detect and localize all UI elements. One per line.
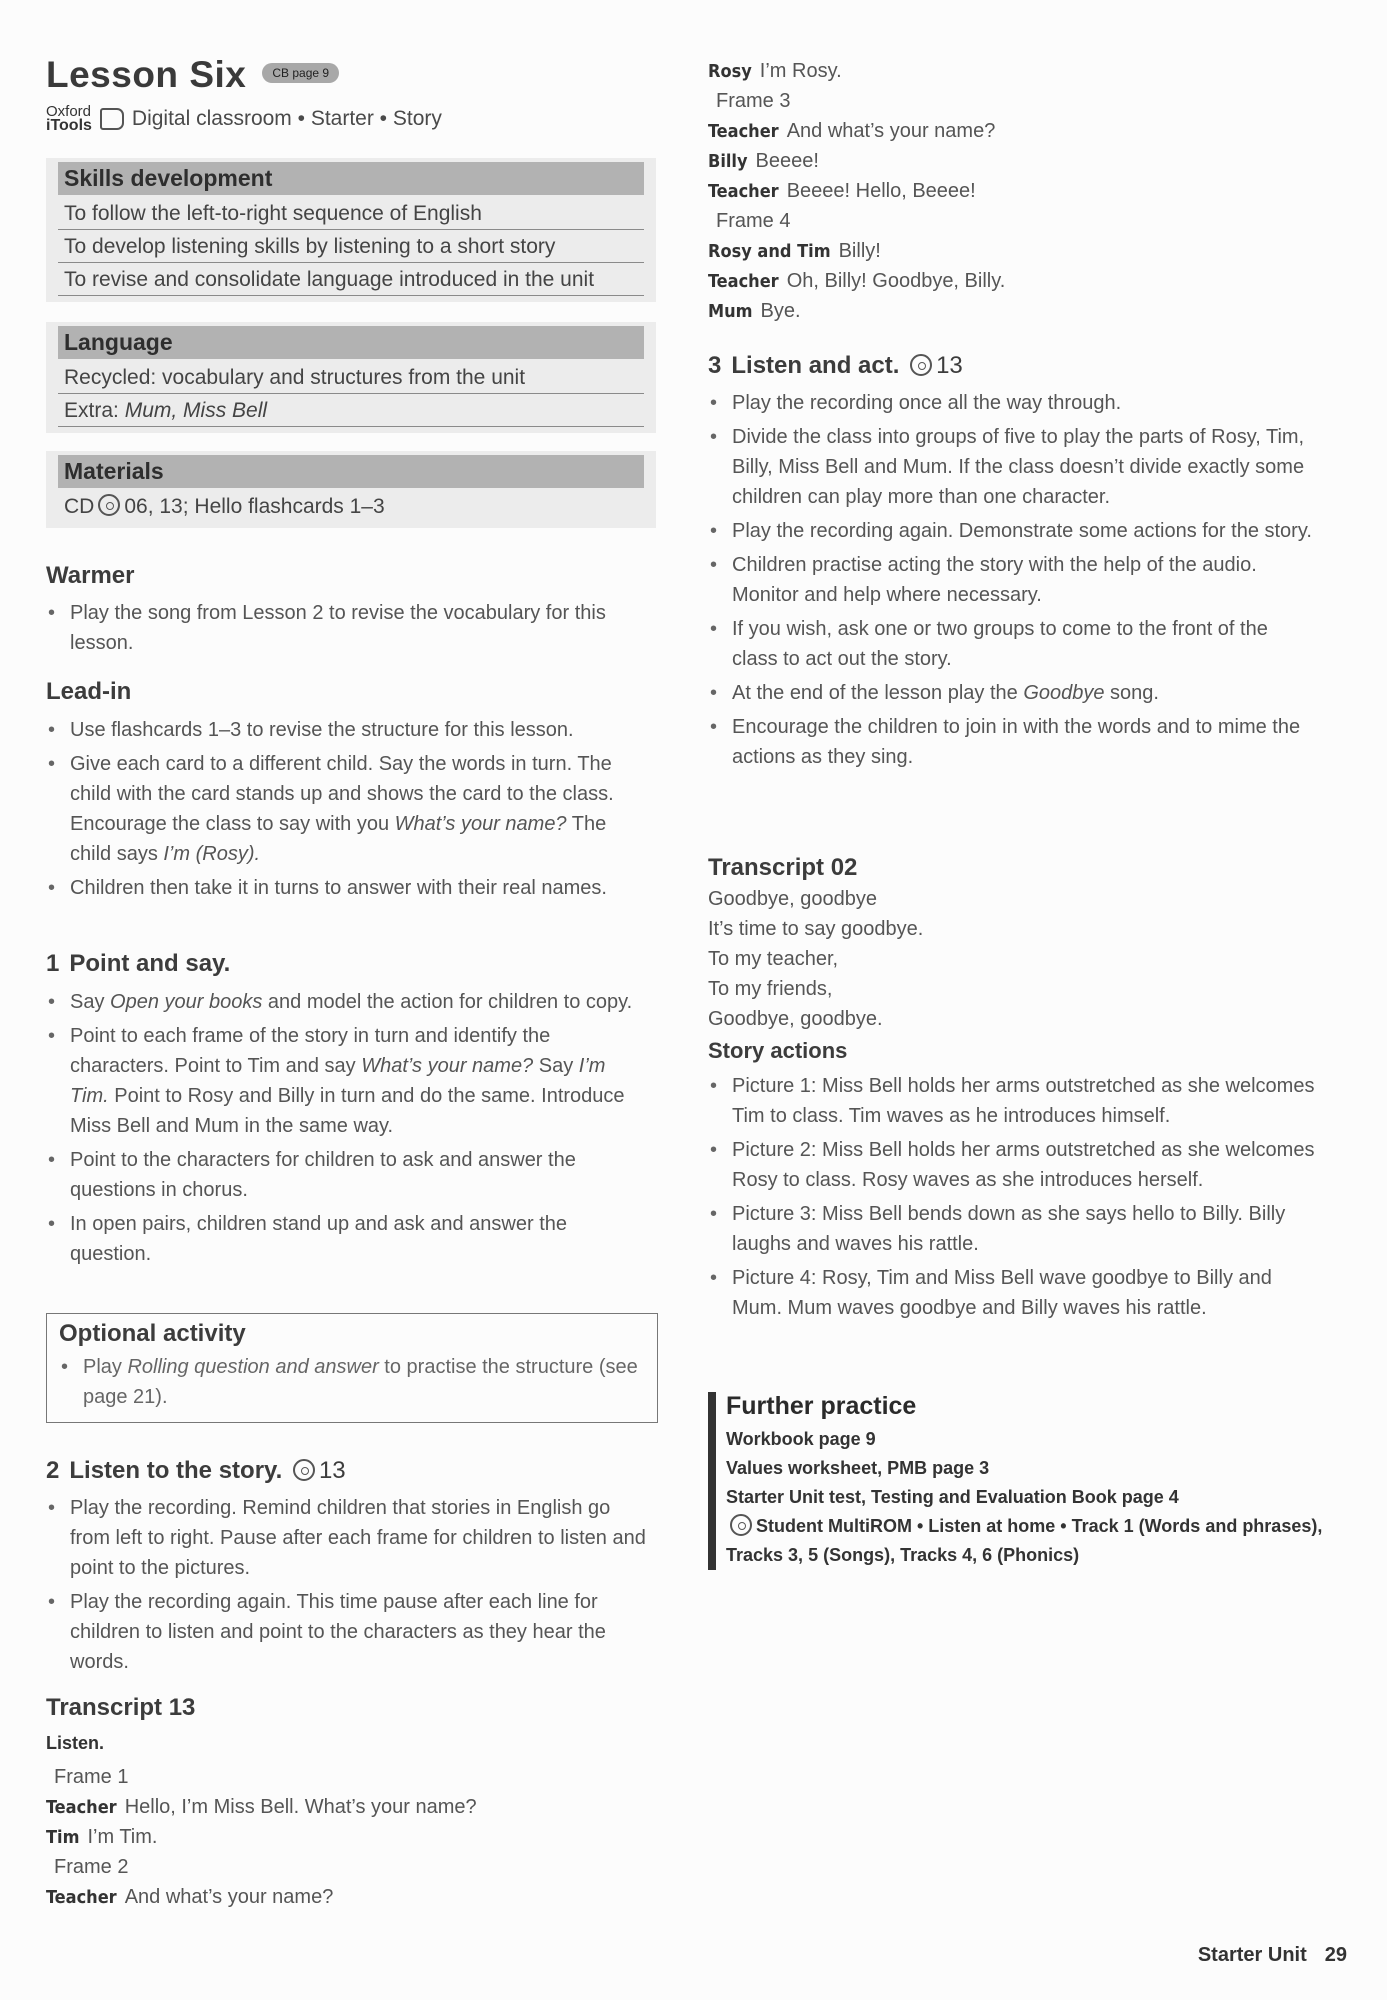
leadin-heading: Lead-in <box>46 678 132 705</box>
list-item: • At the end of the lesson play the Goodbye song. <box>708 678 1318 708</box>
oxford-itools-logo: Oxford iTools <box>46 103 92 134</box>
skills-item: To revise and consolidate language introduced in the unit <box>58 263 644 296</box>
materials-line: CD 06, 13; Hello flashcards 1–3 <box>64 495 385 518</box>
transcript-line: Rosy and Tim Billy! <box>708 240 881 262</box>
list-item: • Play the song from Lesson 2 to revise the vocabulary for this lesson. <box>46 598 646 658</box>
list-item: • Give each card to a different child. Say the words in turn. The child with the card stands up and shows the card to the class. Encourage the class to say with you What’s your name? The child says I’m (Rosy). <box>46 749 646 869</box>
footer-unit: Starter Unit <box>1197 1944 1307 1966</box>
transcript-line: Frame 1 <box>54 1766 129 1788</box>
song-line: Goodbye, goodbye <box>708 888 878 910</box>
transcript-line: Teacher And what’s your name? <box>46 1886 334 1908</box>
list-item: • Say Open your books and model the action for children to copy. <box>46 987 646 1017</box>
optional-activity-box <box>46 1313 658 1423</box>
materials-box <box>46 451 656 528</box>
transcript-line: Tim I’m Tim. <box>46 1826 158 1848</box>
list-item: • Picture 2: Miss Bell holds her arms outstretched as she welcomes Rosy to class. Rosy waves as she introduces herself. <box>708 1135 1318 1195</box>
language-box <box>46 322 656 433</box>
transcript-line: Teacher Beeee! Hello, Beeee! <box>708 180 976 202</box>
transcript-line: Frame 2 <box>54 1856 129 1878</box>
transcript-line: Teacher Oh, Billy! Goodbye, Billy. <box>708 270 1006 292</box>
skills-item: To follow the left-to-right sequence of English <box>58 197 644 230</box>
list-item: • In open pairs, children stand up and ask and answer the question. <box>46 1209 646 1269</box>
further-line: Values worksheet, PMB page 3 <box>726 1458 990 1478</box>
further-line: Student MultiROM • Listen at home • Track 1 (Words and phrases), Tracks 3, 5 (Songs), Tracks 4, 6 (Phonics) <box>726 1516 1323 1565</box>
transcript-line: Frame 4 <box>716 210 791 232</box>
cd-icon <box>98 494 120 516</box>
list-item: • Encourage the children to join in with the words and to mime the actions as they sing. <box>708 712 1318 772</box>
song-line: It’s time to say goodbye. <box>708 918 924 940</box>
leadin-list <box>46 715 646 907</box>
list-item: • Play the recording again. This time pause after each line for children to listen and point to the characters as they hear the words. <box>46 1587 646 1677</box>
list-item: • Play the recording again. Demonstrate some actions for the story. <box>708 516 1318 546</box>
transcript13-heading: Transcript 13 <box>46 1694 196 1721</box>
skills-item: To develop listening skills by listening to a short story <box>58 230 644 263</box>
warmer-list <box>46 598 646 662</box>
further-heading: Further practice <box>726 1392 917 1420</box>
list-item: • Picture 4: Rosy, Tim and Miss Bell wave goodbye to Billy and Mum. Mum waves goodbye and Billy waves his rattle. <box>708 1263 1318 1323</box>
itools-line <box>46 105 442 133</box>
whiteboard-icon <box>100 108 124 130</box>
itools-text: Digital classroom • Starter • Story <box>131 107 442 130</box>
list-item: • Play the recording. Remind children that stories in English go from left to right. Pause after each frame for children to listen and point to the pictures. <box>46 1493 646 1583</box>
transcript-sub: Listen. <box>46 1733 105 1753</box>
list-item: • Point to each frame of the story in turn and identify the characters. Point to Tim and say What’s your name? Say I’m Tim. Point to Rosy and Billy in turn and do the same. Introduce Miss Bell and Mum in the same way. <box>46 1021 646 1141</box>
further-line: Starter Unit test, Testing and Evaluation Book page 4 <box>726 1487 1179 1507</box>
transcript02-lines <box>708 884 923 1034</box>
list-item: • Picture 3: Miss Bell bends down as she says hello to Billy. Billy laughs and waves his rattle. <box>708 1199 1318 1259</box>
cb-page-badge: CB page 9 <box>262 63 339 83</box>
listen-story-list <box>46 1493 646 1681</box>
point-say-heading: 1 Point and say. <box>46 950 231 977</box>
language-heading: Language <box>58 326 644 359</box>
song-line: Goodbye, goodbye. <box>708 1008 883 1030</box>
story-actions-list <box>708 1071 1318 1327</box>
cd-icon <box>730 1514 752 1536</box>
cd-icon <box>293 1459 315 1481</box>
transcript-line: Frame 3 <box>716 90 791 112</box>
warmer-heading: Warmer <box>46 562 135 589</box>
list-item: • Divide the class into groups of five to play the parts of Rosy, Tim, Billy, Miss Bell and Mum. If the class doesn’t divide exactly some children can play more than one character. <box>708 422 1318 512</box>
point-say-list <box>46 987 646 1273</box>
skills-box <box>46 158 656 302</box>
materials-heading: Materials <box>58 455 644 488</box>
song-line: To my teacher, <box>708 948 839 970</box>
further-line: Workbook page 9 <box>726 1429 876 1449</box>
transcript-line: Mum Bye. <box>708 300 801 322</box>
transcript02-heading: Transcript 02 <box>708 854 858 881</box>
list-item: • Children then take it in turns to answer with their real names. <box>46 873 646 903</box>
language-extra: Extra: Mum, Miss Bell <box>58 394 644 427</box>
skills-heading: Skills development <box>58 162 644 195</box>
page-footer <box>1198 1944 1347 1967</box>
story-actions-heading: Story actions <box>708 1038 848 1063</box>
optional-heading: Optional activity <box>59 1320 246 1347</box>
further-practice-box <box>708 1392 1326 1570</box>
page-number: 29 <box>1324 1944 1347 1966</box>
listen-story-heading: 2 Listen to the story. 13 <box>46 1457 346 1484</box>
transcript-line: Teacher And what’s your name? <box>708 120 996 142</box>
cd-icon <box>910 354 932 376</box>
list-item: • Play Rolling question and answer to practise the structure (see page 21). <box>59 1352 645 1412</box>
transcript-line: Teacher Hello, I’m Miss Bell. What’s your name? <box>46 1796 477 1818</box>
list-item: • Play the recording once all the way through. <box>708 388 1318 418</box>
lesson-title: Lesson Six CB page 9 <box>46 54 339 96</box>
transcript-line: Billy Beeee! <box>708 150 819 172</box>
list-item: • Children practise acting the story with the help of the audio. Monitor and help where necessary. <box>708 550 1318 610</box>
listen-act-heading: 3 Listen and act. 13 <box>708 352 963 379</box>
listen-act-list <box>708 388 1318 776</box>
transcript13-left <box>46 1728 477 1912</box>
list-item: • Use flashcards 1–3 to revise the structure for this lesson. <box>46 715 646 745</box>
transcript-line: Rosy I’m Rosy. <box>708 60 842 82</box>
song-line: To my friends, <box>708 978 833 1000</box>
transcript13-right <box>708 56 1005 326</box>
language-recycled: Recycled: vocabulary and structures from the unit <box>58 361 644 394</box>
list-item: • Picture 1: Miss Bell holds her arms outstretched as she welcomes Tim to class. Tim waves as he introduces himself. <box>708 1071 1318 1131</box>
list-item: • Point to the characters for children to ask and answer the questions in chorus. <box>46 1145 646 1205</box>
list-item: • If you wish, ask one or two groups to come to the front of the class to act out the story. <box>708 614 1318 674</box>
